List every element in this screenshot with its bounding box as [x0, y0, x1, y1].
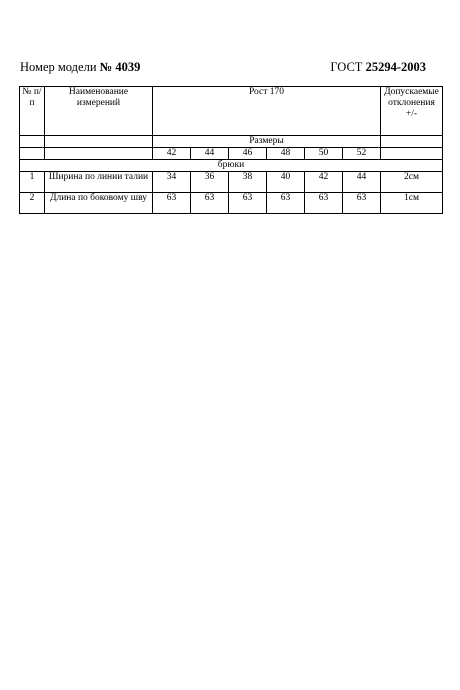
- tolerance-cell: 1см: [381, 193, 443, 214]
- sizes-label-row: [20, 136, 443, 148]
- row-measurement-name: Ширина по линии талии: [45, 172, 153, 193]
- value-cell: 63: [191, 193, 229, 214]
- gost-prefix: ГОСТ: [330, 60, 366, 74]
- empty-cell: [20, 136, 45, 148]
- value-cell: 63: [153, 193, 191, 214]
- tolerance-cell: 2см: [381, 172, 443, 193]
- value-cell: 34: [153, 172, 191, 193]
- document-header: [20, 60, 440, 78]
- value-cell: 42: [305, 172, 343, 193]
- size-cell: 50: [305, 148, 343, 160]
- gost-number: 25294-2003: [365, 60, 426, 74]
- size-cell: 46: [229, 148, 267, 160]
- size-cell: 52: [343, 148, 381, 160]
- model-prefix: Номер модели: [20, 60, 100, 74]
- product-name: брюки: [20, 160, 443, 172]
- sizes-row: [20, 148, 443, 160]
- empty-cell: [381, 136, 443, 148]
- header-height: Рост 170: [153, 87, 381, 136]
- model-title: [20, 60, 140, 75]
- value-cell: 63: [343, 193, 381, 214]
- model-number: № 4039: [99, 60, 141, 74]
- value-cell: 38: [229, 172, 267, 193]
- size-cell: 44: [191, 148, 229, 160]
- product-row: [20, 160, 443, 172]
- row-num: 1: [20, 172, 45, 193]
- table-row: [20, 193, 443, 214]
- row-measurement-name: Длина по боковому шву: [45, 193, 153, 214]
- empty-cell: [45, 148, 153, 160]
- value-cell: 40: [267, 172, 305, 193]
- header-measurement-name: Наименование измерений: [45, 87, 153, 136]
- table-header-row: [20, 87, 443, 136]
- size-cell: 48: [267, 148, 305, 160]
- size-cell: 42: [153, 148, 191, 160]
- header-num: № п/п: [20, 87, 45, 136]
- value-cell: 36: [191, 172, 229, 193]
- header-tolerance: Допускаемые отклонения +/-: [381, 87, 443, 136]
- sizes-label: Размеры: [153, 136, 381, 148]
- gost-title: [330, 60, 426, 75]
- value-cell: 63: [305, 193, 343, 214]
- empty-cell: [20, 148, 45, 160]
- empty-cell: [381, 148, 443, 160]
- table-row: [20, 172, 443, 193]
- value-cell: 63: [229, 193, 267, 214]
- value-cell: 44: [343, 172, 381, 193]
- empty-cell: [45, 136, 153, 148]
- row-num: 2: [20, 193, 45, 214]
- value-cell: 63: [267, 193, 305, 214]
- measurement-table: [19, 86, 443, 214]
